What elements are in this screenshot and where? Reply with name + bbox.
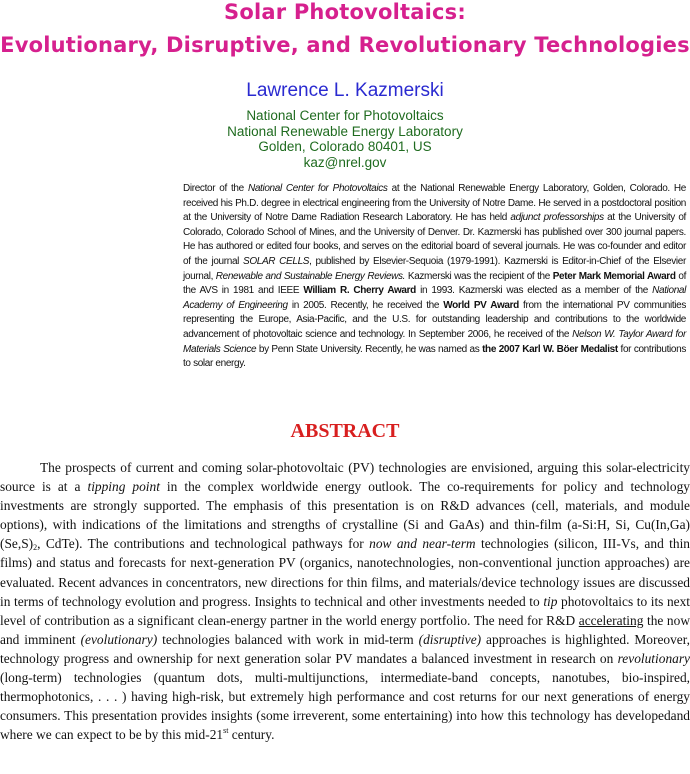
abstract-text: century. [228, 727, 275, 743]
bio-italic: Renewable and Sustainable Energy Reviews. [215, 270, 406, 282]
abstract-heading: ABSTRACT [290, 420, 400, 442]
abstract-text: in the complex worldwide energy outlook. The co-requirements for policy and technology investments are strongly supported. The emphasis of this presentation is on R&D advances (cell, materials, and module options), with indications of the limitations and strengths of crystalline (Si and GaAs) and thin-film (a-Si:H, Si, Cu(In,Ga)(Se,S) [0, 479, 690, 552]
bio-text: in 2005. Recently, he received the [287, 299, 444, 311]
abstract-text: the now and imminent [0, 612, 690, 647]
bio-bold: the 2007 Karl W. Böer Medalist [482, 343, 618, 355]
bio-bold: Peter Mark Memorial Award [552, 270, 676, 282]
bio-italic: SOLAR CELLS [243, 255, 310, 267]
affiliation-address: Golden, Colorado 80401, US [258, 139, 432, 154]
bio-italic: adjunct professorships [510, 212, 604, 224]
abstract-italic: (evolutionary) [80, 631, 158, 647]
bio-bold: World PV Award [443, 299, 519, 311]
affiliation-email: kaz@nrel.gov [303, 154, 387, 170]
bio-italic: Nelson W. Taylor Award for Materials Science [183, 328, 686, 355]
abstract-italic: now and near-term [369, 536, 476, 552]
abstract-italic: revolutionary [617, 650, 690, 666]
abstract-italic: tip [543, 593, 558, 609]
author-biography [183, 182, 686, 372]
bio-text: of the AVS in 1981 and IEEE [183, 270, 686, 297]
author-affiliation [0, 108, 690, 170]
bio-italic: National Center for Photovoltaics [247, 183, 388, 194]
affiliation-center: National Center for Photovoltaics [246, 108, 444, 123]
abstract-subscript: 2 [33, 543, 38, 553]
bio-text: at the University of Colorado, Colorado School of Mines, and the University of Denver. Dr. Kazmerski has published over 300 journal papers. He has authored or edited four books, and serves on the editorial board of several journals. He was co-founder and editor of the journal [183, 212, 686, 267]
abstract-body [0, 458, 690, 744]
paper-title-line-1: Solar Photovoltaics: [224, 0, 466, 24]
abstract-superscript: st [223, 726, 229, 736]
paper-title-line-2: Evolutionary, Disruptive, and Revolutionary Technologies [0, 33, 690, 57]
abstract-underline: accelerating [578, 612, 644, 628]
abstract-text: (long-term) technologies (quantum dots, multi-multijunctions, intermediate-band concepts, nanotubes, bio-inspired, thermophotonics, . . . ) having high-risk, but extremely high performance and cost returns for our next generations of energy consumers. This presentation provides insights (some irreverent, some entertaining) into how this technology has developedand where we can expect to be by this mid-21 [0, 670, 690, 743]
abstract-text: , CdTe). The contributions and technological pathways for [37, 536, 370, 552]
affiliation-lab: National Renewable Energy Laboratory [227, 123, 463, 139]
bio-text: at the National Renewable Energy Laboratory, Golden, Colorado. He received his Ph.D. degree in electrical engineering from the University of Notre Dame. He served in a postdoctoral position at the University of Notre Dame Radiation Research Laboratory. He has held [183, 183, 687, 224]
author-name: Lawrence L. Kazmerski [246, 80, 444, 101]
abstract-text: photovoltaics to its next level of contribution as a significant clean-energy partner in the world energy portfolio. The need for R&D [0, 593, 690, 628]
abstract-text: approaches is highlighted. Moreover, technology progress and ownership for next generation solar PV mandates a balanced investment in research on [0, 631, 690, 666]
abstract-text: technologies (silicon, III-Vs, and thin films) and status and forecasts for next-generation PV (organics, nanotechnologies, non-conventional junction approaches) are evaluated. Recent advances in concentrators, new directions for thin films, and materials/device technology issues are discussed in terms of technology evolution and progress. Insights to technical and other investments needed to [0, 536, 690, 609]
bio-bold: William R. Cherry Award [303, 285, 416, 297]
abstract-text: The prospects of current and coming solar-photovoltaic (PV) technologies are envisioned, arguing this solar-electricity source is at a [0, 460, 690, 495]
abstract-text: technologies balanced with work in mid-term [157, 631, 419, 647]
bio-text: by Penn State University. Recently, he was named as [256, 343, 483, 355]
bio-text: , published by Elsevier-Sequoia (1979-1991). Kazmerski is Editor-in-Chief of the Elsevier journal, [183, 255, 686, 282]
bio-text: from the international PV communities representing the Europe, Asia-Pacific, and the U.S. for outstanding leadership and contributions to the worldwide advancement of photovoltaic science and technology. In September 2006, he received of the [183, 299, 686, 340]
bio-italic: National Academy of Engineering [183, 285, 686, 311]
bio-text: for contributions to solar energy. [183, 343, 686, 370]
abstract-italic: (disruptive) [418, 631, 482, 647]
abstract-italic: tipping point [87, 479, 160, 495]
bio-text: Director of the [183, 183, 248, 194]
bio-text: in 1993. Kazmerski was elected as a member of the [415, 285, 653, 297]
bio-text: Kazmerski was the recipient of the [405, 270, 553, 282]
